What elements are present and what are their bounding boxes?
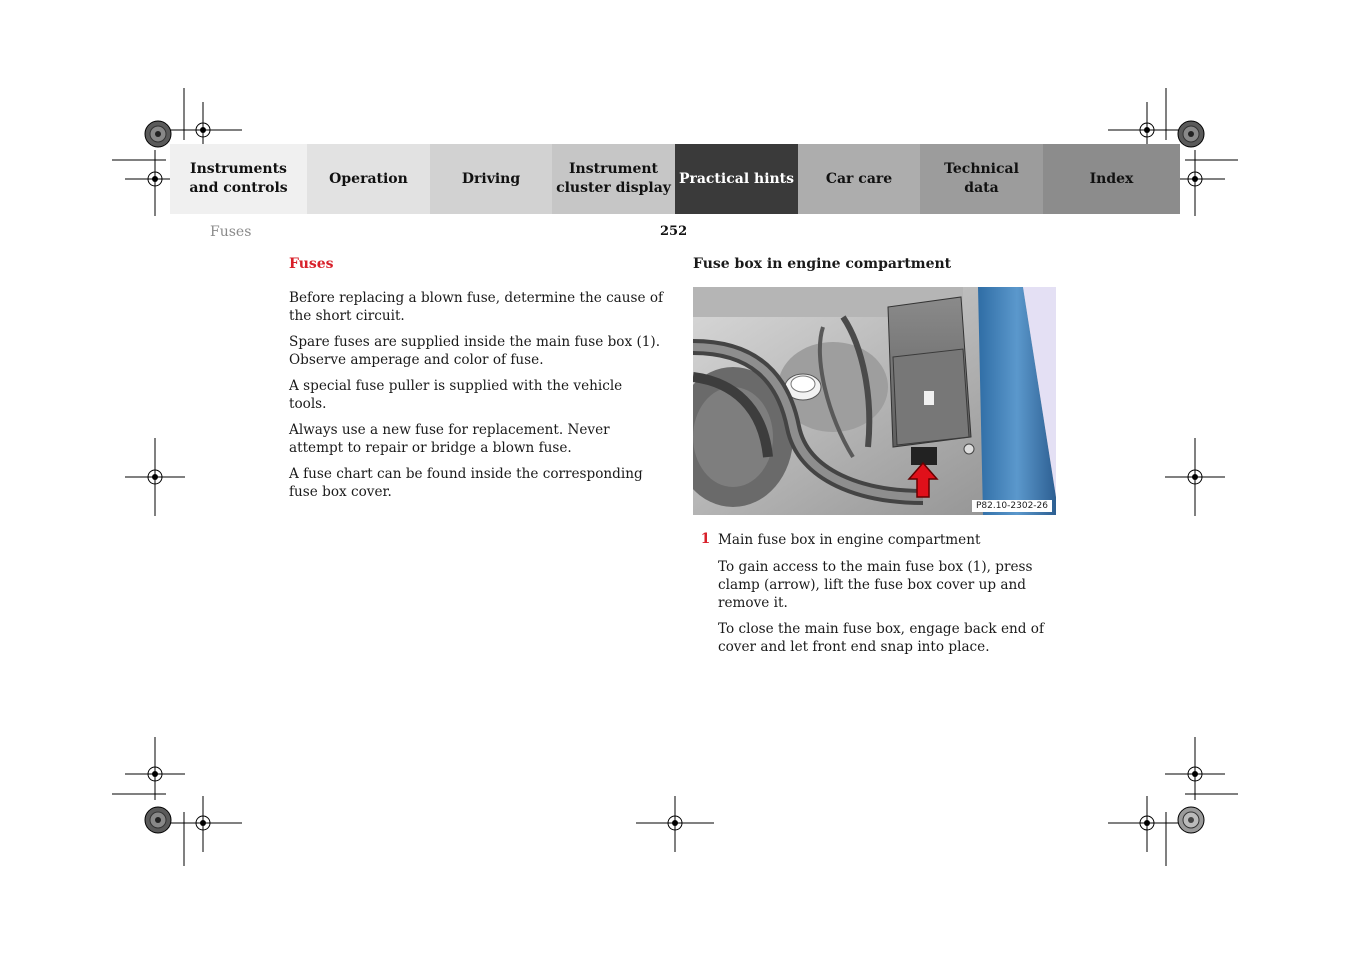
page-number: 252: [660, 224, 688, 239]
section-heading: Fuses: [289, 256, 334, 272]
instruction-paragraph: To gain access to the main fuse box (1), press clamp (arrow), lift the fuse box cover up and remove it.: [718, 559, 1033, 611]
paragraph: Before replacing a blown fuse, determine the cause of the short circuit.: [289, 290, 664, 324]
paragraph: Always use a new fuse for replacement. Never attempt to repair or bridge a blown fuse.: [289, 422, 610, 456]
legend-title: Main fuse box in engine compartment: [718, 532, 981, 548]
nav-tab-instruments-and-controls[interactable]: Instruments and controls: [170, 144, 307, 214]
nav-tab-technical-data[interactable]: Technical data: [920, 144, 1043, 214]
left-column: [289, 256, 664, 509]
figure-code: P82.10-2302-26: [972, 500, 1052, 512]
paragraph: A special fuse puller is supplied with the vehicle tools.: [289, 378, 623, 412]
chapter-navigation: [170, 144, 1180, 214]
paragraph: A fuse chart can be found inside the corresponding fuse box cover.: [289, 466, 643, 500]
nav-tab-operation[interactable]: Operation: [307, 144, 430, 214]
section-label: Fuses: [210, 224, 252, 240]
nav-tab-driving[interactable]: Driving: [430, 144, 552, 214]
engine-compartment-illustration: [693, 287, 1056, 515]
legend-number: 1: [700, 531, 711, 547]
legend-item: [693, 531, 1063, 664]
nav-tab-index[interactable]: Index: [1043, 144, 1180, 214]
nav-tab-practical-hints[interactable]: Practical hints: [675, 144, 798, 214]
right-column: [693, 256, 1063, 664]
instruction-paragraph: To close the main fuse box, engage back end of cover and let front end snap into place.: [718, 621, 1045, 655]
engine-illustration-icon: [693, 287, 1056, 515]
nav-tab-car-care[interactable]: Car care: [798, 144, 920, 214]
nav-tab-instrument-cluster-display[interactable]: Instrument cluster display: [552, 144, 675, 214]
paragraph: Spare fuses are supplied inside the main fuse box (1). Observe amperage and color of fuse.: [289, 334, 661, 368]
figure-heading: Fuse box in engine compartment: [693, 256, 952, 272]
